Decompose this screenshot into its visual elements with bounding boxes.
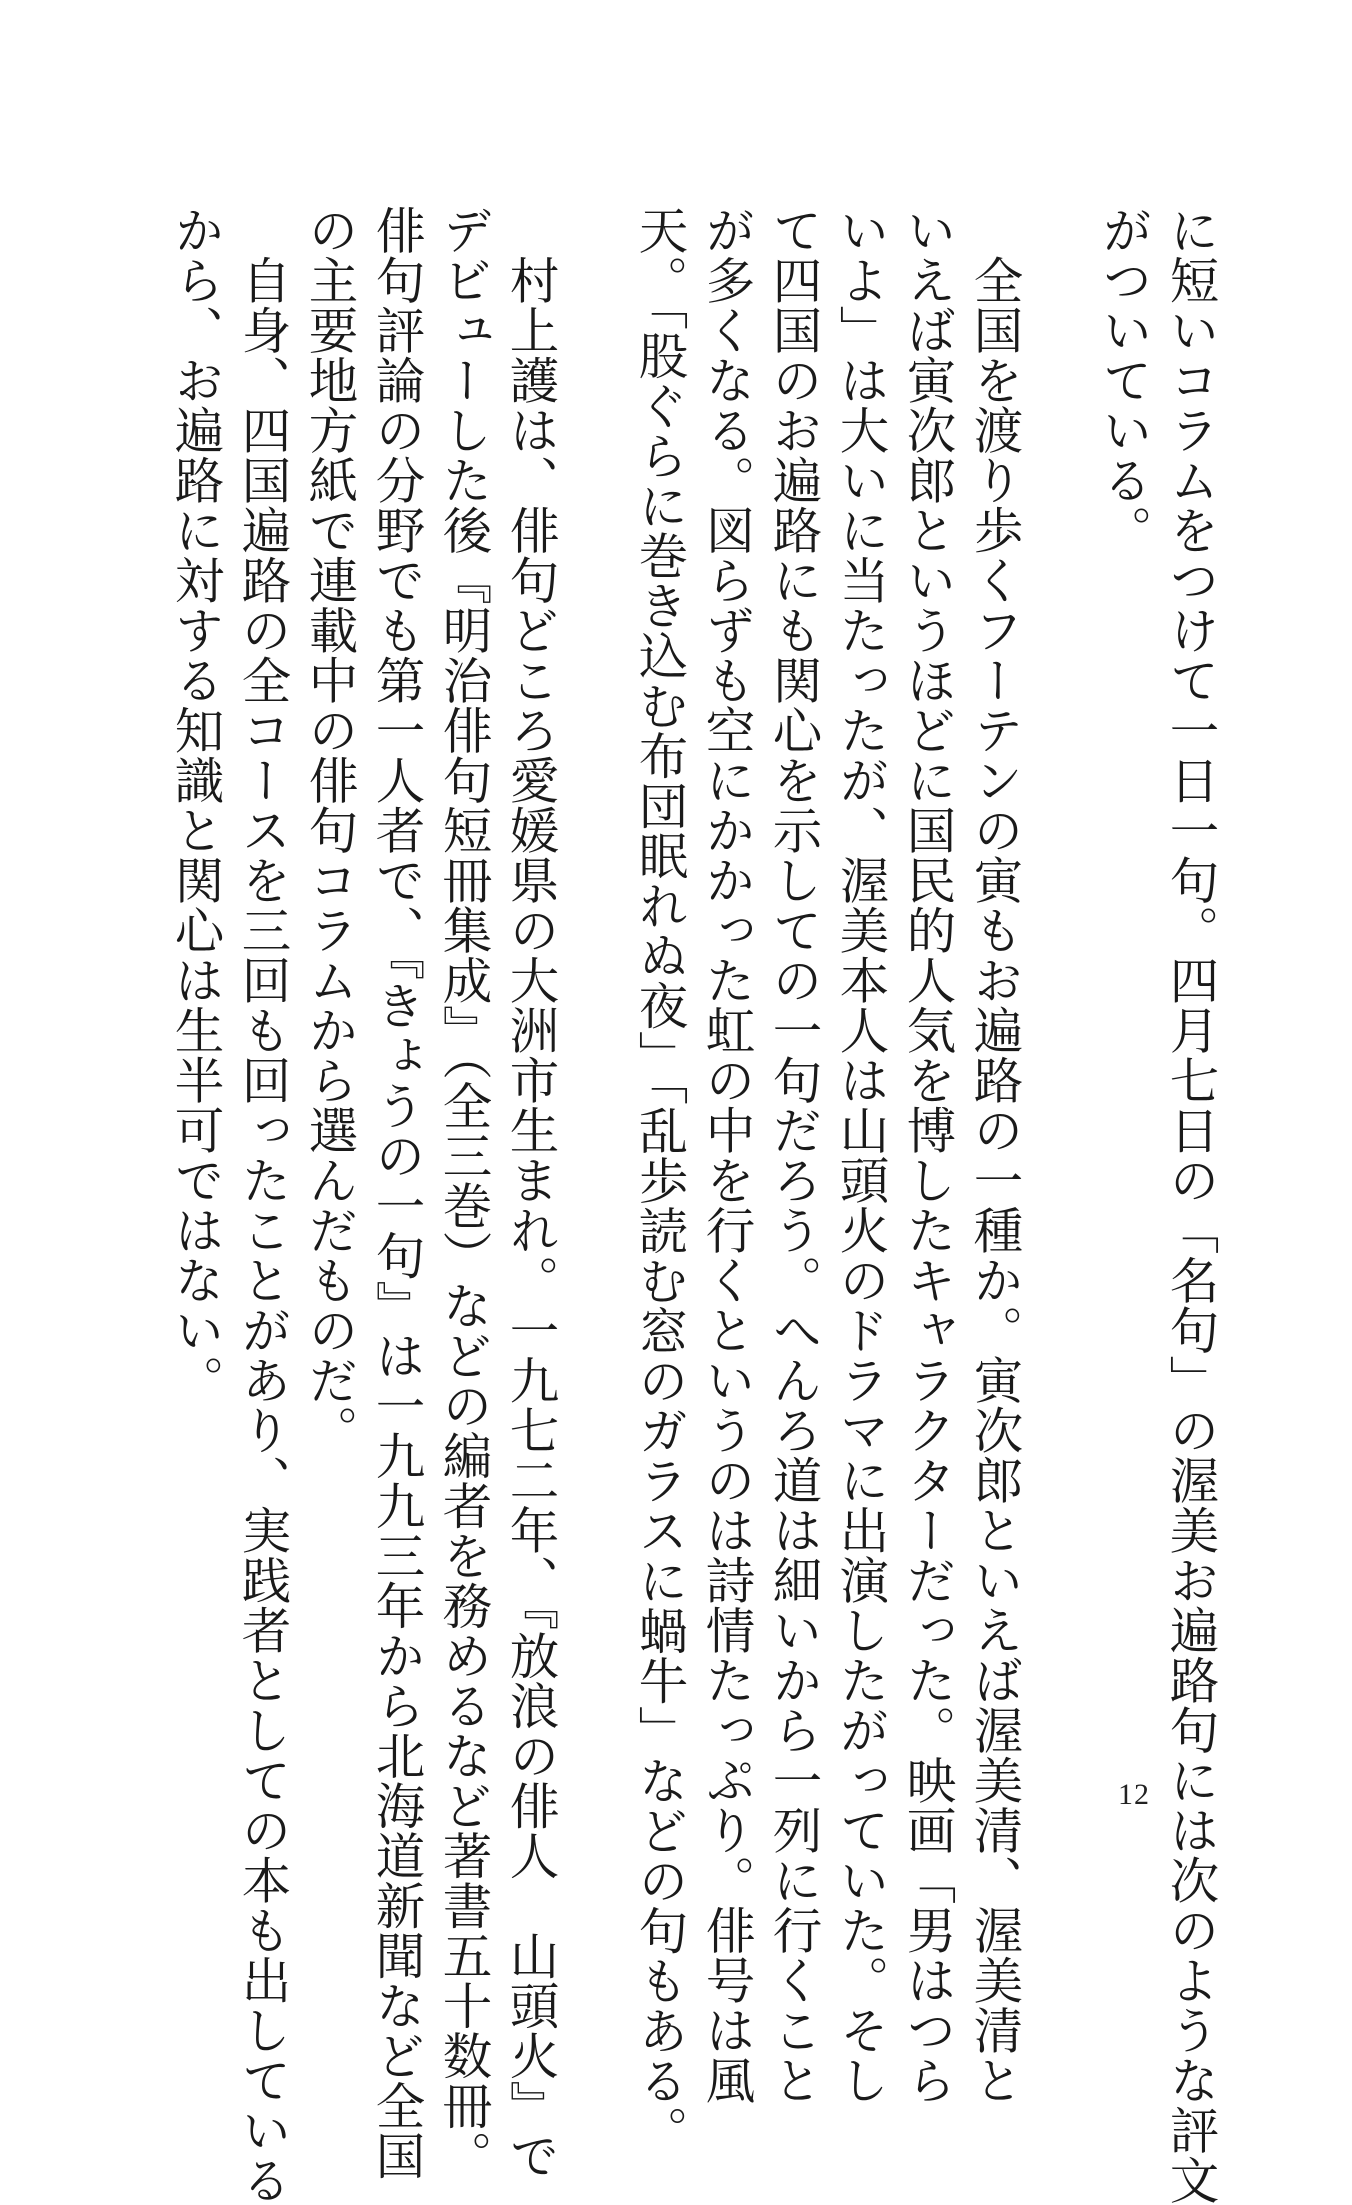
text-line: が多くなる。図らずも空にかかった虹の中を行くというのは詩情たっぷり。俳号は風 — [698, 205, 756, 2105]
text-line: から、お遍路に対する知識と関心は生半可ではない。 — [167, 205, 225, 1405]
text-line: に短いコラムをつけて一日一句。四月七日の「名句」の渥美お遍路句には次のような評文 — [1162, 205, 1220, 2205]
paragraph-gap — [564, 205, 626, 1785]
text-line: 天。「股ぐらに巻き込む布団眠れぬ夜」「乱歩読む窓のガラスに蝸牛」などの句もある。 — [631, 205, 689, 2156]
text-line: 自身、四国遍路の全コースを三回も回ったことがあり、実践者としての本も出している — [234, 205, 292, 2205]
text-line: て四国のお遍路にも関心を示しての一句だろう。へんろ道は細いから一列に行くこと — [765, 205, 823, 2105]
text-line: いえば寅次郎というほどに国民的人気を博したキャラクターだった。映画「男はつら — [899, 205, 957, 2105]
text-line: 俳句評論の分野でも第一人者で、『きょうの一句』は一九九三年から北海道新聞など全国 — [368, 205, 426, 2181]
text-line: 村上護は、俳句どころ愛媛県の大洲市生まれ。一九七二年、『放浪の俳人 山頭火』で — [502, 205, 560, 2181]
text-line: がついている。 — [1095, 205, 1153, 555]
text-line: デビューした後『明治俳句短冊集成』（全三巻）などの編者を務めるなど著書五十数冊。 — [435, 205, 493, 2181]
text-line: の主要地方紙で連載中の俳句コラムから選んだものだ。 — [301, 205, 359, 1455]
text-line: いよ」は大いに当たったが、渥美本人は山頭火のドラマに出演したがっていた。そし — [832, 205, 890, 2105]
paragraph-gap — [1028, 205, 1090, 1785]
text-line: 全国を渡り歩くフーテンの寅もお遍路の一種か。寅次郎といえば渥美清、渥美清と — [966, 205, 1024, 2105]
page-number: 12 — [1118, 1778, 1150, 1811]
